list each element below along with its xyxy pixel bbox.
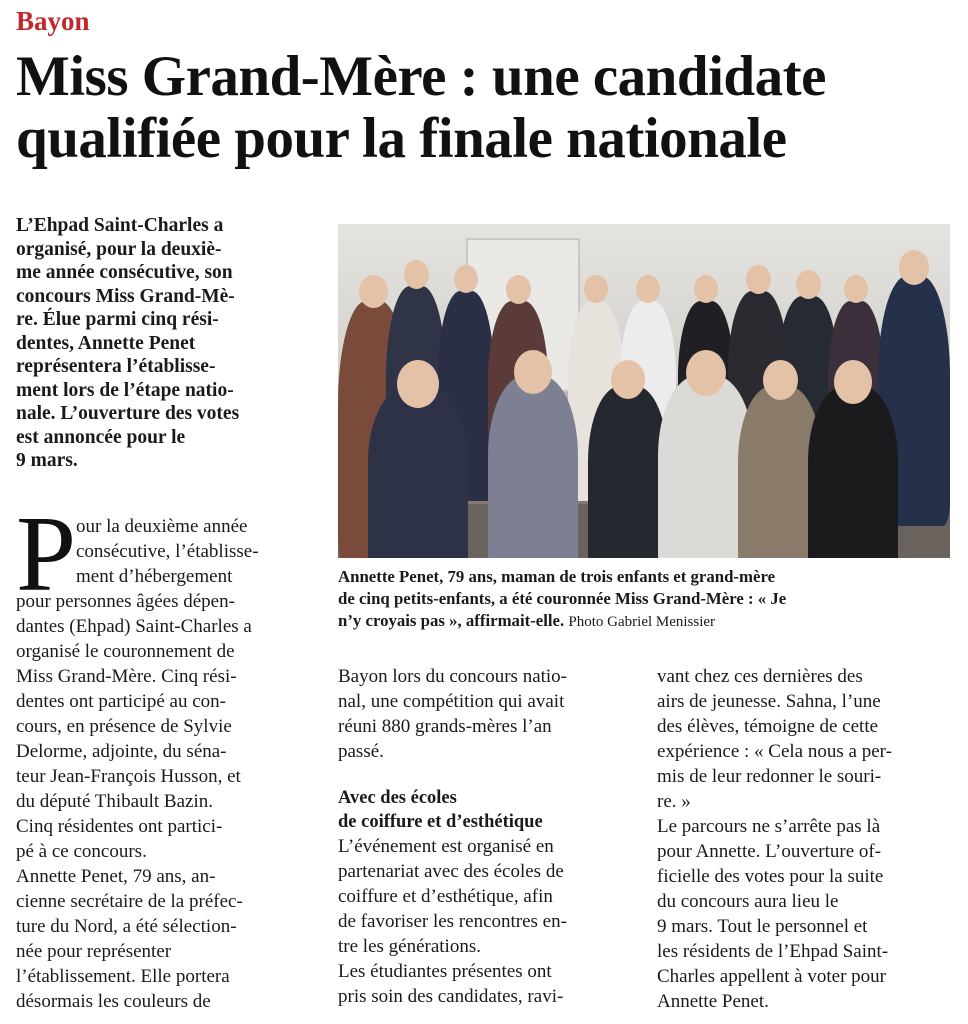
photo-figure [588, 386, 668, 558]
photo-head [636, 275, 660, 303]
caption-line: Annette Penet, 79 ans, maman de trois enfants et grand-mère [338, 567, 776, 586]
text-line: ment d’hébergement [76, 566, 233, 587]
text-line: Delorme, adjointe, du séna- [16, 741, 227, 762]
text-line: l’établissement. Elle portera [16, 966, 230, 987]
text-line: Annette Penet, 79 ans, an- [16, 866, 216, 887]
text-line: Annette Penet. [657, 991, 769, 1012]
text-line: cours, en présence de Sylvie [16, 716, 232, 737]
lead-line: re. Élue parmi cinq rési- [16, 309, 219, 330]
lead-line: nale. L’ouverture des votes [16, 403, 240, 424]
photo-head [694, 275, 718, 303]
text-line: Charles appellent à voter pour [657, 966, 886, 987]
photo-head [359, 275, 388, 308]
text-line: organisé le couronnement de [16, 641, 235, 662]
headline-line: Miss Grand-Mère : une candidate [16, 45, 826, 108]
section-tag: Bayon [16, 6, 90, 36]
headline-line: qualifiée pour la finale nationale [16, 107, 787, 170]
lead-paragraph [16, 214, 316, 473]
text-line: teur Jean-François Husson, et [16, 766, 241, 787]
body-column-2 [338, 664, 634, 1009]
text-line: tre les générations. [338, 936, 481, 957]
text-line: née pour représenter [16, 941, 172, 962]
text-line: re. » [657, 791, 691, 812]
text-line: Miss Grand-Mère. Cinq rési- [16, 666, 237, 687]
text-line: partenariat avec des écoles de [338, 861, 564, 882]
photo-head [454, 265, 478, 293]
text-line: 9 mars. Tout le personnel et [657, 916, 868, 937]
caption-line: n’y croyais pas », affirmait-elle. [338, 611, 565, 630]
text-line: Cinq résidentes ont partici- [16, 816, 223, 837]
photo-head [584, 275, 608, 303]
photo-head [506, 275, 531, 304]
text-line: passé. [338, 741, 384, 762]
text-line: pris soin des candidates, ravi- [338, 986, 564, 1007]
text-line: de coiffure et d’esthétique [338, 812, 543, 832]
photo-head [763, 360, 798, 400]
text-line: ficielle des votes pour la suite [657, 866, 884, 887]
text-line: pour Annette. L’ouverture of- [657, 841, 882, 862]
lead-line: 9 mars. [16, 450, 78, 471]
body-column-1 [16, 495, 312, 1014]
caption-line: de cinq petits-enfants, a été couronnée Miss Grand-Mère : « Je [338, 589, 787, 608]
lead-line: L’Ehpad Saint-Charles a [16, 215, 224, 236]
lead-line: est annoncée pour le [16, 426, 186, 448]
photo-head [746, 265, 771, 294]
photo-head [404, 260, 429, 289]
drop-cap: P [16, 495, 77, 614]
text-line: de favoriser les rencontres en- [338, 911, 567, 932]
photo-head [844, 275, 868, 303]
photo-figure [808, 386, 898, 558]
photo-head [899, 250, 929, 285]
text-line: dentes ont participé au con- [16, 691, 226, 712]
lead-line: ment lors de l’étape natio- [16, 379, 234, 401]
text-line: nal, une compétition qui avait [338, 691, 565, 712]
text-line: du député Thibault Bazin. [16, 791, 213, 812]
photo-figure [368, 386, 468, 558]
text-line: dantes (Ehpad) Saint-Charles a [16, 616, 252, 637]
photo-caption [338, 566, 950, 633]
photo-head [397, 360, 439, 408]
lead-line: me année consécutive, son [16, 262, 233, 283]
text-line: Les étudiantes présentes ont [338, 961, 552, 982]
text-line: des élèves, témoigne de cette [657, 716, 879, 737]
text-line: Avec des écoles [338, 788, 457, 808]
text-line: les résidents de l’Ehpad Saint- [657, 941, 889, 962]
text-line: cienne secrétaire de la préfec- [16, 891, 243, 912]
text-line: consécutive, l’établisse- [76, 541, 259, 562]
text-line: réuni 880 grands-mères l’an [338, 716, 552, 737]
text-line: our la deuxième année [76, 516, 248, 537]
lead-line: concours Miss Grand-Mè- [16, 285, 235, 307]
lead-line: représentera l’établisse- [16, 356, 216, 377]
lead-line: dentes, Annette Penet [16, 332, 196, 354]
text-line: mis de leur redonner le souri- [657, 766, 882, 787]
headline [16, 46, 956, 170]
text-line: désormais les couleurs de [16, 991, 211, 1012]
text-line: vant chez ces dernières des [657, 666, 863, 687]
text-line: ture du Nord, a été sélection- [16, 916, 237, 937]
text-line: Le parcours ne s’arrête pas là [657, 816, 881, 837]
text-line: expérience : « Cela nous a per- [657, 741, 892, 762]
photo-credit: Photo Gabriel Menissier [568, 614, 716, 630]
text-line: pour personnes âgées dépen- [16, 591, 235, 612]
text-line: coiffure et d’esthétique, afin [338, 886, 553, 907]
photo-head [796, 270, 821, 299]
text-line: airs de jeunesse. Sahna, l’une [657, 691, 881, 712]
text-line: L’événement est organisé en [338, 836, 554, 857]
photo-head [686, 350, 726, 396]
article-photo [338, 224, 950, 558]
text-line: pé à ce concours. [16, 841, 147, 862]
text-line: du concours aura lieu le [657, 891, 839, 912]
photo-figure [488, 376, 578, 558]
photo-head [834, 360, 872, 404]
body-column-3 [657, 664, 953, 1014]
text-line: Bayon lors du concours natio- [338, 666, 568, 687]
photo-head [611, 360, 645, 399]
lead-line: organisé, pour la deuxiè- [16, 238, 222, 260]
photo-head [514, 350, 552, 394]
